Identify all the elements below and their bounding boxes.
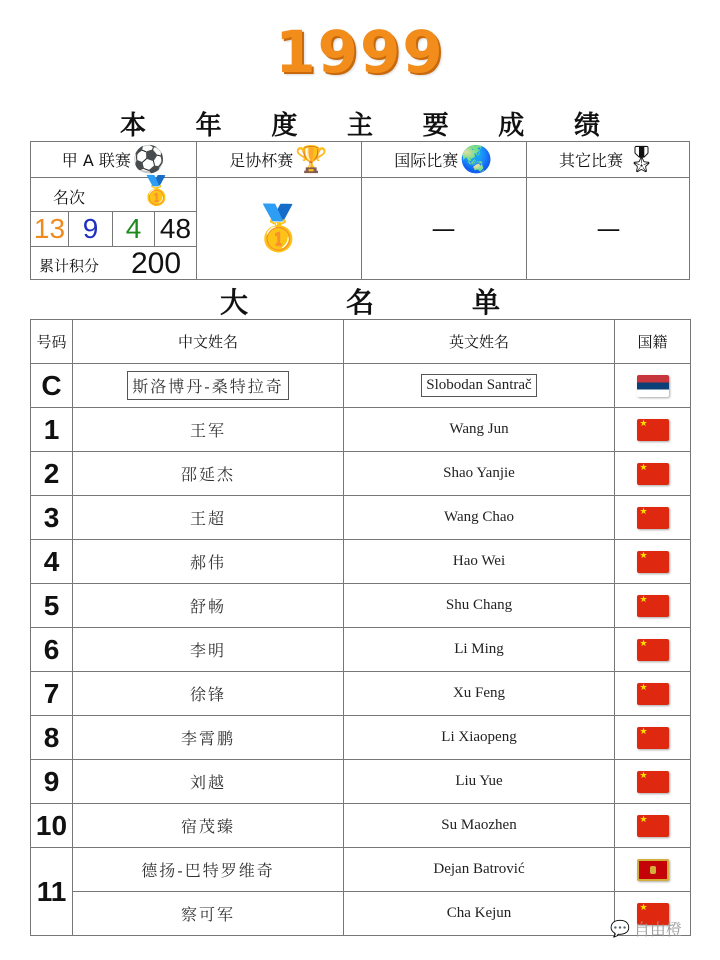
season-achievements-heading: [120, 106, 600, 140]
chinese-name-cell: [73, 584, 344, 628]
english-name: Shu Chang: [445, 597, 513, 613]
soccer-ball-icon: ⚽: [132, 144, 166, 175]
chinese-name-cell: [73, 364, 344, 408]
jersey-number: 8: [31, 716, 73, 760]
english-name: Xu Feng: [452, 685, 506, 701]
jersey-number: 10: [31, 804, 73, 848]
international-result-cell: [361, 177, 526, 280]
chinese-name-cell: [73, 892, 344, 936]
wins-value: 13: [31, 212, 69, 246]
china-flag-icon: [637, 683, 669, 705]
rank-label: 名次: [53, 188, 86, 207]
cumulative-points-value: 200: [131, 247, 182, 280]
nationality-cell: [615, 496, 691, 540]
table-row: [31, 804, 691, 848]
table-row: [31, 452, 691, 496]
chinese-name: 王军: [189, 421, 226, 440]
jersey-number: 9: [31, 760, 73, 804]
nationality-cell: [615, 452, 691, 496]
english-name: Li Ming: [454, 641, 504, 657]
english-name-cell: [344, 716, 615, 760]
jersey-number: 3: [31, 496, 73, 540]
chinese-name-cell: [73, 804, 344, 848]
nationality-cell: [615, 760, 691, 804]
nationality-cell: [615, 672, 691, 716]
chinese-name-cell: [73, 540, 344, 584]
cup-result-cell: [196, 177, 361, 280]
chat-bubble-icon: 💬: [610, 919, 630, 938]
roster-header-row: [31, 320, 691, 364]
china-flag-icon: [637, 507, 669, 529]
china-flag-icon: [637, 727, 669, 749]
chinese-name-cell: [73, 452, 344, 496]
nationality-cell: [615, 540, 691, 584]
nationality-cell: [615, 716, 691, 760]
nationality-cell: [615, 408, 691, 452]
table-row: [31, 716, 691, 760]
english-name-cell: [344, 540, 615, 584]
chinese-name: 察可军: [180, 905, 235, 924]
jersey-number: 4: [31, 540, 73, 584]
jersey-number: 11: [31, 848, 73, 936]
jersey-number: 6: [31, 628, 73, 672]
watermark: [610, 917, 682, 940]
international-header: [361, 142, 526, 177]
table-row: [31, 540, 691, 584]
china-flag-icon: [637, 595, 669, 617]
table-row: [31, 848, 691, 892]
heading-char: 绩: [573, 110, 600, 141]
nationality-cell: [615, 584, 691, 628]
china-flag-icon: [637, 551, 669, 573]
chinese-name: 邵延杰: [180, 465, 235, 484]
english-name-cell: [344, 628, 615, 672]
english-name: Wang Chao: [443, 509, 515, 525]
roster-table: [30, 319, 691, 936]
montenegro-flag-icon: [637, 859, 669, 881]
english-name-cell: [344, 760, 615, 804]
chinese-name: 刘越: [189, 773, 226, 792]
table-row: [31, 584, 691, 628]
medal-icon: 🎖: [625, 144, 659, 175]
other-result-cell: [526, 177, 691, 280]
gold-medal-icon: 🥇: [139, 174, 174, 207]
chinese-name-cell: [73, 760, 344, 804]
english-name: Slobodan Santrač: [421, 374, 536, 397]
chinese-name: 王超: [189, 509, 226, 528]
chinese-name: 徐锋: [189, 685, 226, 704]
column-header-nationality: 国籍: [615, 320, 691, 364]
english-name-cell: [344, 452, 615, 496]
heading-char: 要: [422, 110, 449, 141]
column-header-number: 号码: [31, 320, 73, 364]
roster-heading: [220, 284, 500, 318]
english-name: Wang Jun: [449, 421, 509, 437]
chinese-name-cell: [73, 716, 344, 760]
other-result: —: [596, 214, 621, 243]
chinese-name: 舒畅: [189, 597, 226, 616]
table-row: [31, 672, 691, 716]
league-header: [31, 142, 196, 177]
international-result: —: [431, 214, 456, 243]
heading-char: 成: [498, 110, 525, 141]
chinese-name-cell: [73, 496, 344, 540]
english-name-cell: [344, 408, 615, 452]
other-header: [526, 142, 691, 177]
jersey-number: 7: [31, 672, 73, 716]
china-flag-icon: [637, 463, 669, 485]
cumulative-points-label: 累计积分: [39, 257, 100, 275]
other-header-label: 其它比赛: [558, 151, 623, 170]
china-flag-icon: [637, 771, 669, 793]
league-record: [31, 211, 196, 247]
trophy-icon: 🏆: [295, 144, 328, 175]
heading-char: 主: [346, 110, 373, 141]
league-result-cell: [31, 174, 196, 280]
english-name: Shao Yanjie: [443, 465, 515, 481]
english-name: Cha Kejun: [446, 905, 512, 921]
english-name: Su Maozhen: [441, 817, 517, 833]
heading-char: 年: [195, 110, 222, 141]
column-header-english-name: 英文姓名: [344, 320, 615, 364]
chinese-name: 郝伟: [189, 553, 226, 572]
nationality-cell: [615, 628, 691, 672]
points-value: 48: [159, 213, 192, 244]
draws-value: 9: [69, 212, 113, 246]
english-name: Liu Yue: [455, 773, 503, 789]
chinese-name: 斯洛博丹-桑特拉奇: [127, 371, 288, 400]
chinese-name: 李霄鹏: [180, 729, 235, 748]
cup-header-label: 足协杯赛: [229, 151, 294, 170]
chinese-name-cell: [73, 408, 344, 452]
globe-icon: 🌏: [460, 144, 493, 175]
league-header-label: 甲 A 联赛: [61, 151, 131, 170]
heading-char: 单: [471, 286, 500, 319]
nationality-cell: [615, 364, 691, 408]
table-row: [31, 364, 691, 408]
year-title: 1999: [275, 18, 445, 86]
english-name: Dejan Batrović: [433, 861, 525, 877]
english-name-cell: [344, 672, 615, 716]
nationality-cell: [615, 848, 691, 892]
chinese-name-cell: [73, 672, 344, 716]
heading-char: 本: [120, 110, 147, 141]
jersey-number: 2: [31, 452, 73, 496]
chinese-name: 宿茂臻: [180, 817, 235, 836]
heading-char: 度: [271, 110, 298, 141]
heading-char: 名: [345, 286, 374, 319]
table-row: [31, 628, 691, 672]
cup-header: [196, 142, 361, 177]
jersey-number: 1: [31, 408, 73, 452]
international-header-label: 国际比赛: [394, 151, 459, 170]
gold-medal-icon: 🥇: [251, 202, 306, 254]
english-name-cell: [344, 496, 615, 540]
chinese-name: 李明: [189, 641, 226, 660]
english-name-cell: [344, 848, 615, 892]
nationality-cell: [615, 804, 691, 848]
english-name: Hao Wei: [452, 553, 506, 569]
table-row: [31, 408, 691, 452]
watermark-text: 自由橙: [633, 920, 682, 939]
serbia-flag-icon: [637, 375, 669, 397]
english-name-cell: [344, 892, 615, 936]
table-row: [31, 760, 691, 804]
chinese-name-cell: [73, 628, 344, 672]
achievements-table: [30, 141, 690, 280]
jersey-number: 5: [31, 584, 73, 628]
china-flag-icon: [637, 419, 669, 441]
table-row: [31, 496, 691, 540]
column-header-chinese-name: 中文姓名: [73, 320, 344, 364]
english-name-cell: [344, 364, 615, 408]
english-name-cell: [344, 804, 615, 848]
losses-value: 4: [113, 212, 155, 246]
jersey-number: C: [31, 364, 73, 408]
china-flag-icon: [637, 639, 669, 661]
china-flag-icon: [637, 815, 669, 837]
chinese-name-cell: [73, 848, 344, 892]
english-name-cell: [344, 584, 615, 628]
chinese-name: 德扬-巴特罗维奇: [141, 861, 275, 880]
table-row: [31, 892, 691, 936]
heading-char: 大: [220, 286, 249, 319]
english-name: Li Xiaopeng: [441, 729, 517, 745]
